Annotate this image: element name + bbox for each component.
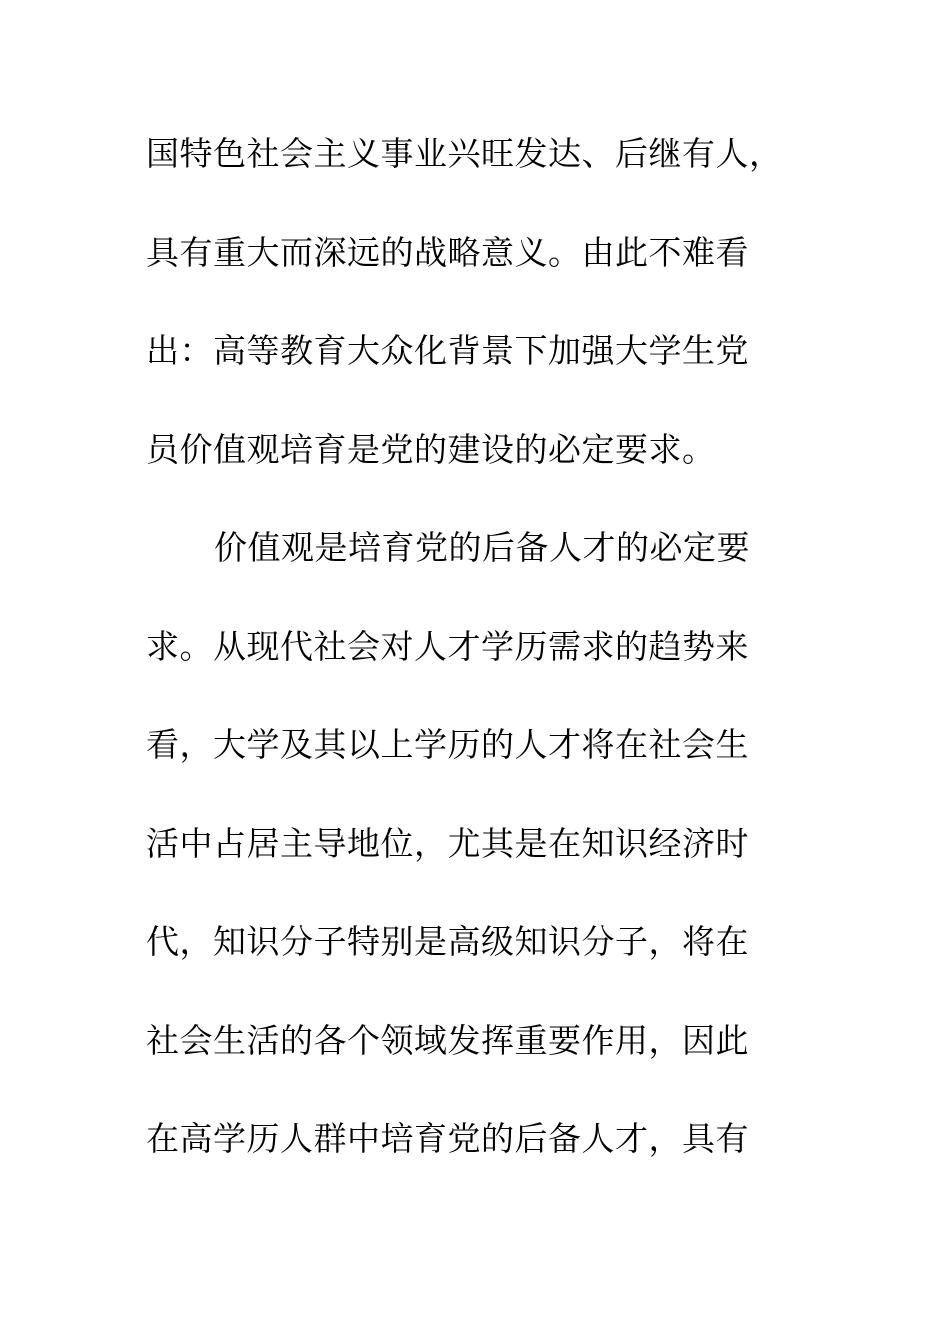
text-line-11: 在高学历人群中培育党的后备人才，具有 <box>146 1119 749 1158</box>
text-line-7: 看，大学及其以上学历的人才将在社会生 <box>146 725 749 764</box>
body-text <box>146 118 846 1202</box>
text-line-1: 国特色社会主义事业兴旺发达、后继有人， <box>146 134 783 173</box>
text-line-8: 活中占居主导地位，尤其是在知识经济时 <box>146 823 749 863</box>
text-line-4: 员价值观培育是党的建设的必定要求。 <box>146 429 716 469</box>
text-line-9: 代，知识分子特别是高级知识分子，将在 <box>146 922 749 961</box>
paragraph-start-line: 价值观是培育党的后备人才的必定要 <box>214 528 750 567</box>
text-line-3: 出：高等教育大众化背景下加强大学生党 <box>146 331 749 370</box>
text-line-6: 求。从现代社会对人才学历需求的趋势来 <box>146 626 749 666</box>
text-line-10: 社会生活的各个领域发挥重要作用，因此 <box>146 1020 749 1060</box>
text-line-2: 具有重大而深远的战略意义。由此不难看 <box>146 232 749 272</box>
